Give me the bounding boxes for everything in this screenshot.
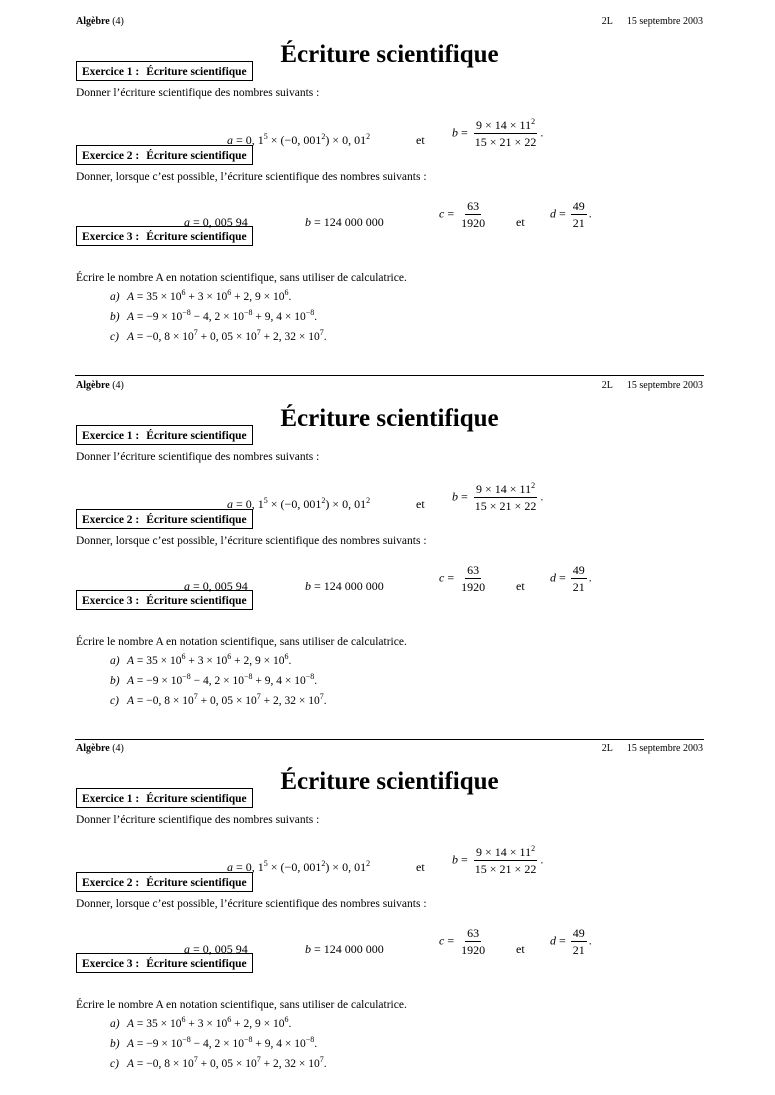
header-level: 2L [601,743,613,754]
exercise-1-instruction: Donner l’écriture scientifique des nombres suivants : [76,87,320,99]
header-date: 15 septembre 2003 [626,380,703,391]
exercise-sheet-copy [76,380,703,710]
exercise-3-heading: Exercice 3 : Écriture scientifique [76,953,253,973]
ex2-value-d: d = $\frac{49}{21}$ . [550,199,592,230]
ex2-et: et [516,215,525,229]
header-level: 2L [601,16,613,27]
ex2-d-fraction: $\frac{49}{21}$ [572,926,585,957]
exercise-2-instruction: Donner, lorsque c’est possible, l’écriture scientifique des nombres suivants : [76,535,427,547]
exercise-1-heading: Exercice 1 : Écriture scientifique [76,788,253,808]
ex3-item: a) $A = 35 \times 10^6 + 3 \times 10^6 + 2$, $9 \times 10^6$. [110,288,292,303]
exercise-2-instruction: Donner, lorsque c’est possible, l’écriture scientifique des nombres suivants : [76,171,427,183]
ex3-item: c) A = −0, $8 \times 10^7 + 0$, $05 \times 10^7 + 2$, $32 \times 10^7$. [110,328,327,343]
ex2-et: et [516,942,525,956]
ex2-value-a: a = 0, 005 94 [184,942,248,956]
page-title: Écriture scientifique [280,405,499,432]
ex1-et: et [416,133,425,147]
exercise-3-heading: Exercice 3 : Écriture scientifique [76,590,253,610]
exercise-sheet-copy [76,16,703,346]
ex3-item: b) $A = -9 \times 10^{-8} - 4$, $2 \times 10^{-8} + 9$, $4 \times 10^{-8}$. [110,672,318,687]
ex2-value-c: c = $\frac{63}{1920}$ [439,926,486,957]
exercise-1-heading: Exercice 1 : Écriture scientifique [76,61,253,81]
page-header [76,743,703,757]
ex1-expression-b: b = $\frac{9 \times 14 \times 11^2}{15 \times 21 \times 22}$ . [452,481,544,513]
ex3-item: b) $A = -9 \times 10^{-8} - 4$, $2 \times 10^{-8} + 9$, $4 \times 10^{-8}$. [110,1035,318,1050]
exercise-2-heading: Exercice 2 : Écriture scientifique [76,872,253,892]
ex1-expression-a: a = 0, $1^5 \times (-0$, $001^2) \times 0$, $01^2$ [227,132,371,147]
exercise-2-heading: Exercice 2 : Écriture scientifique [76,145,253,165]
ex2-c-fraction: $\frac{63}{1920}$ [461,199,486,230]
ex2-value-b: b = 124 000 000 [305,579,384,593]
exercise-1-heading: Exercice 1 : Écriture scientifique [76,425,253,445]
exercise-1-instruction: Donner l’écriture scientifique des nombres suivants : [76,814,320,826]
exercise-2-heading: Exercice 2 : Écriture scientifique [76,509,253,529]
cut-line-divider [75,375,704,376]
ex3-item: c) A = −0, $8 \times 10^7 + 0$, $05 \times 10^7 + 2$, $32 \times 10^7$. [110,1055,327,1070]
ex3-item: a) $A = 35 \times 10^6 + 3 \times 10^6 + 2$, $9 \times 10^6$. [110,652,292,667]
ex1-expression-b: b = $\frac{9 \times 14 \times 11^2}{15 \times 21 \times 22}$ . [452,844,544,876]
exercise-sheet-copy [76,743,703,1073]
page-title: Écriture scientifique [280,41,499,68]
ex2-value-b: b = 124 000 000 [305,215,384,229]
ex3-item: c) A = −0, $8 \times 10^7 + 0$, $05 \times 10^7 + 2$, $32 \times 10^7$. [110,692,327,707]
ex2-value-c: c = $\frac{63}{1920}$ [439,199,486,230]
header-meta [602,380,703,391]
exercise-1-instruction: Donner l’écriture scientifique des nombres suivants : [76,451,320,463]
header-meta [602,743,703,754]
ex2-d-fraction: $\frac{49}{21}$ [572,199,585,230]
ex1-b-fraction: $\frac{9 \times 14 \times 11^2}{15 \times 21 \times 22}$ [474,481,537,513]
ex2-c-fraction: $\frac{63}{1920}$ [461,563,486,594]
ex2-value-d: d = $\frac{49}{21}$ . [550,926,592,957]
page-title: Écriture scientifique [280,768,499,795]
ex3-item: b) $A = -9 \times 10^{-8} - 4$, $2 \times 10^{-8} + 9$, $4 \times 10^{-8}$. [110,308,318,323]
ex1-b-fraction: $\frac{9 \times 14 \times 11^2}{15 \times 21 \times 22}$ [474,117,537,149]
ex1-b-fraction: $\frac{9 \times 14 \times 11^2}{15 \times 21 \times 22}$ [474,844,537,876]
ex2-value-a: a = 0, 005 94 [184,215,248,229]
ex2-value-a: a = 0, 005 94 [184,579,248,593]
header-meta [602,16,703,27]
header-level: 2L [601,380,613,391]
ex1-et: et [416,860,425,874]
ex2-et: et [516,579,525,593]
exercise-2-instruction: Donner, lorsque c’est possible, l’écriture scientifique des nombres suivants : [76,898,427,910]
page-header [76,16,703,30]
ex2-value-c: c = $\frac{63}{1920}$ [439,563,486,594]
ex2-d-fraction: $\frac{49}{21}$ [572,563,585,594]
header-subject: Algèbre (4) [76,16,124,27]
ex1-expression-a: a = 0, $1^5 \times (-0$, $001^2) \times 0$, $01^2$ [227,496,371,511]
header-subject: Algèbre (4) [76,743,124,754]
ex1-expression-a: a = 0, $1^5 \times (-0$, $001^2) \times 0$, $01^2$ [227,859,371,874]
header-subject: Algèbre (4) [76,380,124,391]
ex1-expression-b: b = $\frac{9 \times 14 \times 11^2}{15 \times 21 \times 22}$ . [452,117,544,149]
cut-line-divider [75,739,704,740]
exercise-3-heading: Exercice 3 : Écriture scientifique [76,226,253,246]
exercise-3-instruction: Écrire le nombre A en notation scientifique, sans utiliser de calculatrice. [76,999,407,1011]
exercise-3-instruction: Écrire le nombre A en notation scientifique, sans utiliser de calculatrice. [76,636,407,648]
ex1-et: et [416,497,425,511]
ex2-c-fraction: $\frac{63}{1920}$ [461,926,486,957]
ex2-value-b: b = 124 000 000 [305,942,384,956]
exercise-3-instruction: Écrire le nombre A en notation scientifique, sans utiliser de calculatrice. [76,272,407,284]
page-header [76,380,703,394]
header-date: 15 septembre 2003 [626,16,703,27]
ex3-item: a) $A = 35 \times 10^6 + 3 \times 10^6 + 2$, $9 \times 10^6$. [110,1015,292,1030]
ex2-value-d: d = $\frac{49}{21}$ . [550,563,592,594]
header-date: 15 septembre 2003 [626,743,703,754]
